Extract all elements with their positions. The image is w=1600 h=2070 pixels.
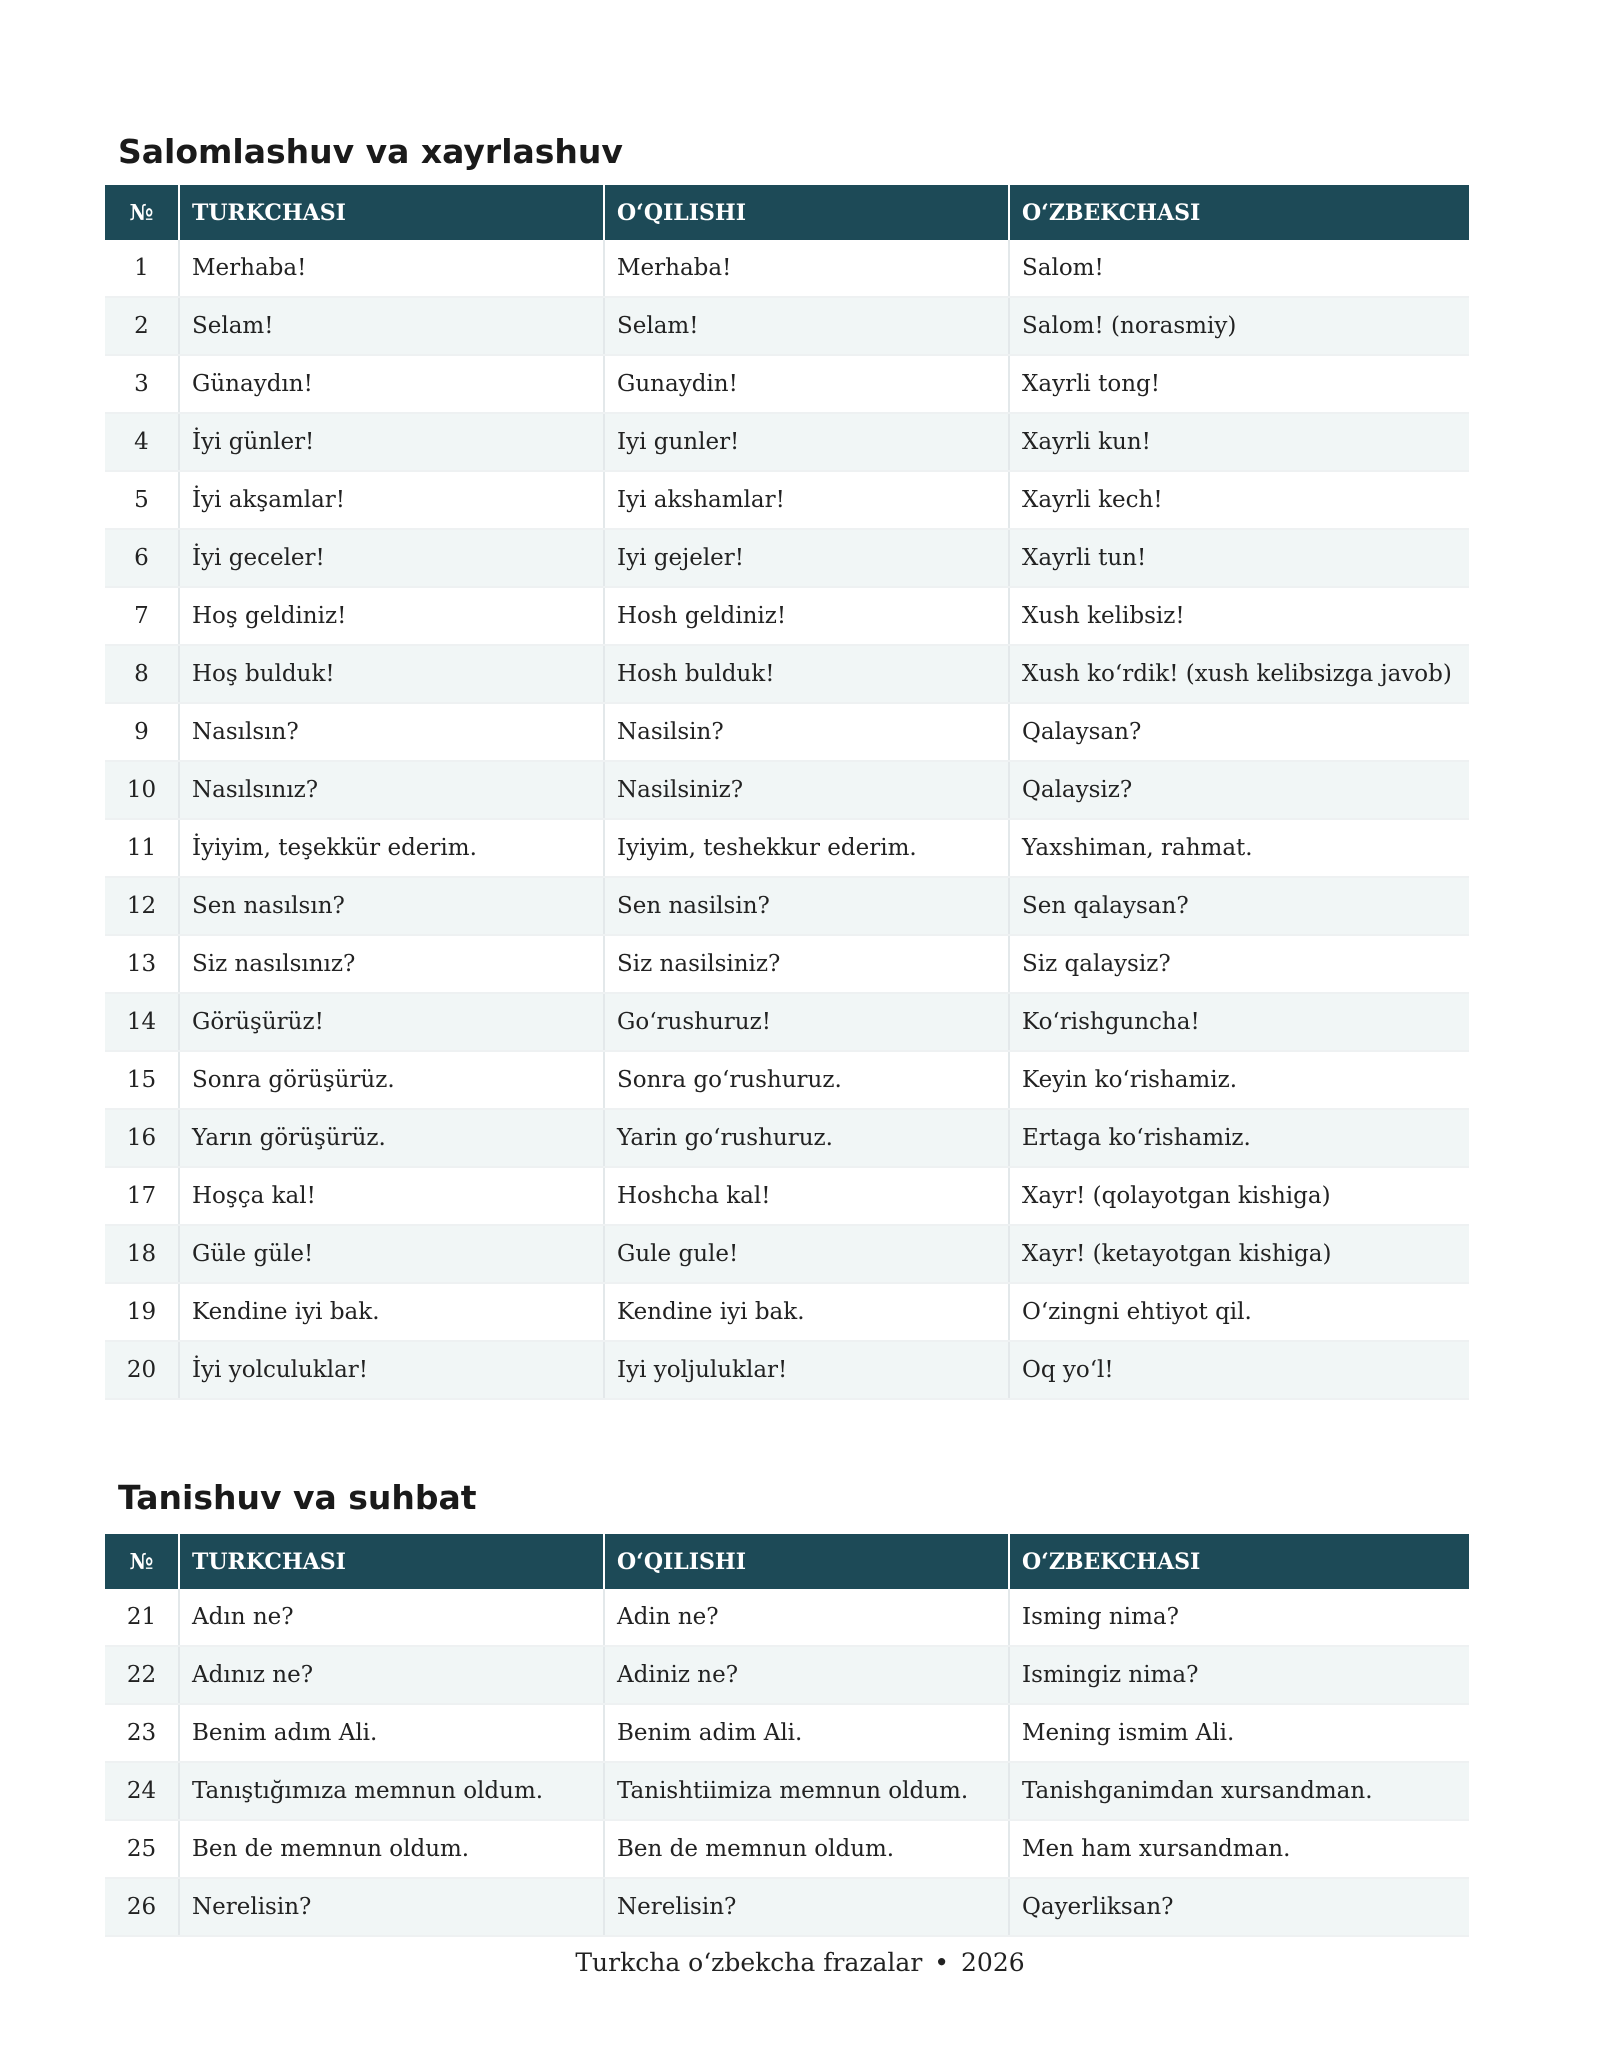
turkish-phrase: İyi akşamlar! — [179, 471, 604, 529]
row-number: 7 — [105, 587, 179, 645]
row-number: 23 — [105, 1704, 179, 1762]
reading-phrase: Iyi gunler! — [604, 413, 1009, 471]
row-number: 22 — [105, 1646, 179, 1704]
turkish-phrase: Tanıştığımıza memnun oldum. — [179, 1762, 604, 1820]
turkish-phrase: Nasılsınız? — [179, 761, 604, 819]
turkish-phrase: Sen nasılsın? — [179, 877, 604, 935]
turkish-phrase: İyi geceler! — [179, 529, 604, 587]
reading-phrase: Sen nasilsin? — [604, 877, 1009, 935]
reading-phrase: Ben de memnun oldum. — [604, 1820, 1009, 1878]
table-row — [105, 1704, 1469, 1762]
row-number: 4 — [105, 413, 179, 471]
uzbek-phrase: Keyin ko‘rishamiz. — [1009, 1051, 1469, 1109]
reading-phrase: Iyi akshamlar! — [604, 471, 1009, 529]
row-number: 1 — [105, 240, 179, 297]
row-number: 5 — [105, 471, 179, 529]
reading-phrase: Hosh bulduk! — [604, 645, 1009, 703]
uzbek-phrase: Xayrli kech! — [1009, 471, 1469, 529]
reading-phrase: Sonra go‘rushuruz. — [604, 1051, 1009, 1109]
turkish-phrase: Güle güle! — [179, 1225, 604, 1283]
table-row — [105, 529, 1469, 587]
footer-separator: • — [934, 1948, 950, 1977]
turkish-phrase: Nasılsın? — [179, 703, 604, 761]
reading-phrase: Iyi yoljuluklar! — [604, 1341, 1009, 1399]
column-header-uzbek: O‘ZBEKCHASI — [1009, 1534, 1469, 1589]
phrase-table-greetings — [105, 185, 1469, 1400]
table-row — [105, 1820, 1469, 1878]
turkish-phrase: Günaydın! — [179, 355, 604, 413]
table-row — [105, 1341, 1469, 1399]
reading-phrase: Nasilsin? — [604, 703, 1009, 761]
uzbek-phrase: Salom! — [1009, 240, 1469, 297]
reading-phrase: Gunaydin! — [604, 355, 1009, 413]
row-number: 2 — [105, 297, 179, 355]
table-row — [105, 935, 1469, 993]
table-row — [105, 1051, 1469, 1109]
uzbek-phrase: Isming nima? — [1009, 1589, 1469, 1646]
reading-phrase: Hoshcha kal! — [604, 1167, 1009, 1225]
row-number: 26 — [105, 1878, 179, 1936]
footer-title: Turkcha o‘zbekcha frazalar — [575, 1948, 923, 1977]
row-number: 19 — [105, 1283, 179, 1341]
uzbek-phrase: Qayerliksan? — [1009, 1878, 1469, 1936]
phrase-table-conversation — [105, 1534, 1469, 1937]
table-row — [105, 297, 1469, 355]
table-row — [105, 355, 1469, 413]
row-number: 6 — [105, 529, 179, 587]
table-row — [105, 413, 1469, 471]
table-row — [105, 1225, 1469, 1283]
uzbek-phrase: Siz qalaysiz? — [1009, 935, 1469, 993]
turkish-phrase: İyi yolculuklar! — [179, 1341, 604, 1399]
uzbek-phrase: Xush ko‘rdik! (xush kelibsizga javob) — [1009, 645, 1469, 703]
turkish-phrase: Ben de memnun oldum. — [179, 1820, 604, 1878]
turkish-phrase: Benim adım Ali. — [179, 1704, 604, 1762]
uzbek-phrase: Ismingiz nima? — [1009, 1646, 1469, 1704]
table-row — [105, 1589, 1469, 1646]
reading-phrase: Hosh geldiniz! — [604, 587, 1009, 645]
turkish-phrase: Selam! — [179, 297, 604, 355]
table-row — [105, 587, 1469, 645]
turkish-phrase: Nerelisin? — [179, 1878, 604, 1936]
reading-phrase: Tanishtiimiza memnun oldum. — [604, 1762, 1009, 1820]
footer-year: 2026 — [961, 1948, 1025, 1977]
table-header-row — [105, 1534, 1469, 1589]
uzbek-phrase: Ko‘rishguncha! — [1009, 993, 1469, 1051]
column-header-turkish: TURKCHASI — [179, 185, 604, 240]
table-row — [105, 471, 1469, 529]
row-number: 13 — [105, 935, 179, 993]
row-number: 3 — [105, 355, 179, 413]
reading-phrase: Iyiyim, teshekkur ederim. — [604, 819, 1009, 877]
reading-phrase: Gule gule! — [604, 1225, 1009, 1283]
table-row — [105, 1283, 1469, 1341]
row-number: 21 — [105, 1589, 179, 1646]
row-number: 9 — [105, 703, 179, 761]
table-row — [105, 819, 1469, 877]
turkish-phrase: Merhaba! — [179, 240, 604, 297]
turkish-phrase: Yarın görüşürüz. — [179, 1109, 604, 1167]
uzbek-phrase: Oq yo‘l! — [1009, 1341, 1469, 1399]
reading-phrase: Adiniz ne? — [604, 1646, 1009, 1704]
row-number: 17 — [105, 1167, 179, 1225]
table-row — [105, 1109, 1469, 1167]
uzbek-phrase: Sen qalaysan? — [1009, 877, 1469, 935]
uzbek-phrase: Qalaysiz? — [1009, 761, 1469, 819]
reading-phrase: Siz nasilsiniz? — [604, 935, 1009, 993]
row-number: 16 — [105, 1109, 179, 1167]
turkish-phrase: Adınız ne? — [179, 1646, 604, 1704]
uzbek-phrase: Tanishganimdan xursandman. — [1009, 1762, 1469, 1820]
turkish-phrase: Hoşça kal! — [179, 1167, 604, 1225]
uzbek-phrase: Xayrli tun! — [1009, 529, 1469, 587]
table-row — [105, 645, 1469, 703]
column-header-number: № — [105, 185, 179, 240]
table-row — [105, 877, 1469, 935]
uzbek-phrase: Qalaysan? — [1009, 703, 1469, 761]
reading-phrase: Benim adim Ali. — [604, 1704, 1009, 1762]
reading-phrase: Iyi gejeler! — [604, 529, 1009, 587]
section-title-conversation: Tanishuv va suhbat — [118, 1478, 477, 1517]
row-number: 25 — [105, 1820, 179, 1878]
uzbek-phrase: Ertaga ko‘rishamiz. — [1009, 1109, 1469, 1167]
turkish-phrase: Hoş bulduk! — [179, 645, 604, 703]
column-header-reading: O‘QILISHI — [604, 1534, 1009, 1589]
row-number: 15 — [105, 1051, 179, 1109]
uzbek-phrase: Xayrli tong! — [1009, 355, 1469, 413]
row-number: 8 — [105, 645, 179, 703]
uzbek-phrase: Yaxshiman, rahmat. — [1009, 819, 1469, 877]
table-row — [105, 1762, 1469, 1820]
row-number: 24 — [105, 1762, 179, 1820]
turkish-phrase: Sonra görüşürüz. — [179, 1051, 604, 1109]
row-number: 11 — [105, 819, 179, 877]
column-header-uzbek: O‘ZBEKCHASI — [1009, 185, 1469, 240]
turkish-phrase: Kendine iyi bak. — [179, 1283, 604, 1341]
table-row — [105, 993, 1469, 1051]
table-row — [105, 761, 1469, 819]
uzbek-phrase: Xayr! (qolayotgan kishiga) — [1009, 1167, 1469, 1225]
turkish-phrase: Adın ne? — [179, 1589, 604, 1646]
page-footer — [0, 1948, 1600, 1977]
reading-phrase: Selam! — [604, 297, 1009, 355]
reading-phrase: Nasilsiniz? — [604, 761, 1009, 819]
row-number: 20 — [105, 1341, 179, 1399]
uzbek-phrase: Xayr! (ketayotgan kishiga) — [1009, 1225, 1469, 1283]
section-title-greetings: Salomlashuv va xayrlashuv — [118, 132, 623, 171]
uzbek-phrase: Xayrli kun! — [1009, 413, 1469, 471]
reading-phrase: Go‘rushuruz! — [604, 993, 1009, 1051]
column-header-turkish: TURKCHASI — [179, 1534, 604, 1589]
table-row — [105, 1646, 1469, 1704]
table-row — [105, 1167, 1469, 1225]
uzbek-phrase: Salom! (norasmiy) — [1009, 297, 1469, 355]
reading-phrase: Adin ne? — [604, 1589, 1009, 1646]
row-number: 10 — [105, 761, 179, 819]
row-number: 18 — [105, 1225, 179, 1283]
row-number: 12 — [105, 877, 179, 935]
column-header-reading: O‘QILISHI — [604, 185, 1009, 240]
turkish-phrase: Hoş geldiniz! — [179, 587, 604, 645]
reading-phrase: Nerelisin? — [604, 1878, 1009, 1936]
uzbek-phrase: Xush kelibsiz! — [1009, 587, 1469, 645]
turkish-phrase: Görüşürüz! — [179, 993, 604, 1051]
turkish-phrase: Siz nasılsınız? — [179, 935, 604, 993]
reading-phrase: Yarin go‘rushuruz. — [604, 1109, 1009, 1167]
table-row — [105, 703, 1469, 761]
row-number: 14 — [105, 993, 179, 1051]
table-row — [105, 1878, 1469, 1936]
table-header-row — [105, 185, 1469, 240]
uzbek-phrase: Mening ismim Ali. — [1009, 1704, 1469, 1762]
reading-phrase: Merhaba! — [604, 240, 1009, 297]
turkish-phrase: İyiyim, teşekkür ederim. — [179, 819, 604, 877]
reading-phrase: Kendine iyi bak. — [604, 1283, 1009, 1341]
uzbek-phrase: Men ham xursandman. — [1009, 1820, 1469, 1878]
column-header-number: № — [105, 1534, 179, 1589]
turkish-phrase: İyi günler! — [179, 413, 604, 471]
table-row — [105, 240, 1469, 297]
uzbek-phrase: O‘zingni ehtiyot qil. — [1009, 1283, 1469, 1341]
